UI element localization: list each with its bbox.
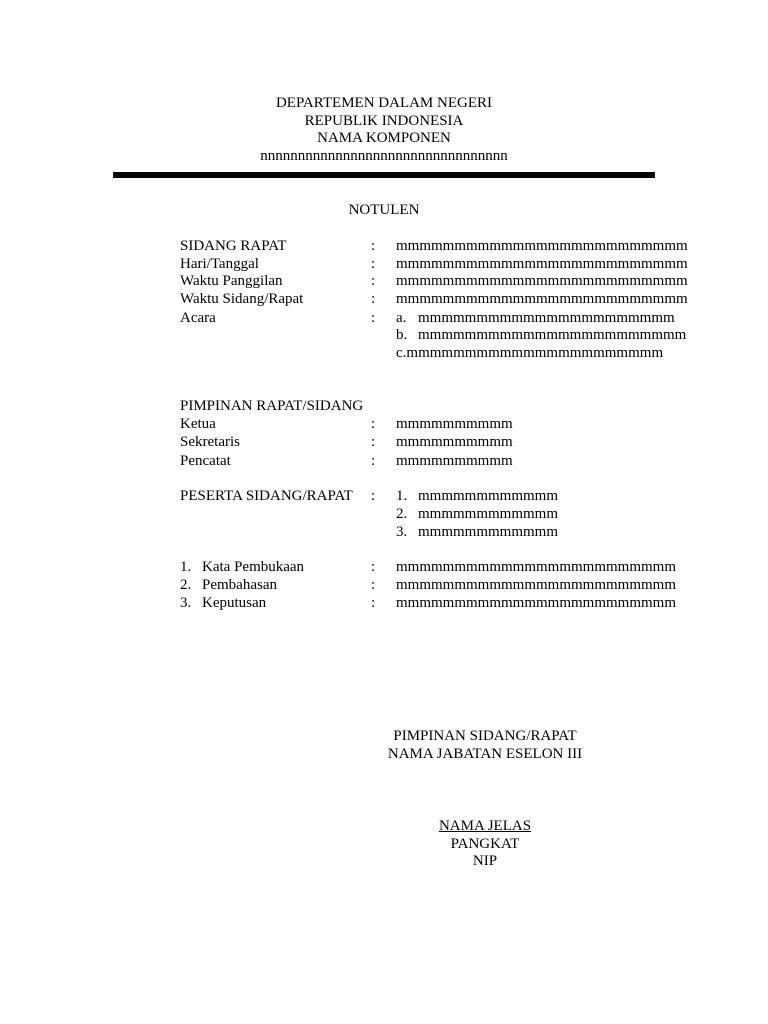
participant-item: [396, 487, 558, 505]
role-label: Pencatat: [180, 453, 231, 469]
role-label: Sekretaris: [180, 434, 240, 450]
header-component: NAMA KOMPONEN: [317, 130, 451, 146]
list-marker: a.: [396, 310, 407, 326]
signature-name: [360, 817, 610, 835]
agenda-item: [396, 326, 686, 344]
minutes-title: Keputusan: [202, 595, 267, 611]
info-label: Waktu Sidang/Rapat: [180, 291, 304, 307]
info-value: mmmmmmmmmmmmmmmmmmmmmmmmm: [396, 256, 688, 272]
participant-item: [396, 523, 558, 541]
minutes-value: mmmmmmmmmmmmmmmmmmmmmmmm: [396, 595, 677, 611]
minutes-title: Kata Pembukaan: [202, 559, 305, 575]
role-value: mmmmmmmmmm: [396, 434, 513, 450]
info-label: SIDANG RAPAT: [180, 238, 287, 254]
list-marker: b.: [396, 327, 408, 343]
signature-name-text: NAMA JELAS: [438, 818, 532, 834]
document-title: NOTULEN: [348, 202, 420, 218]
signature-nip: NIP: [472, 853, 498, 869]
header-department: DEPARTEMEN DALAM NEGERI: [275, 95, 493, 111]
info-label: Waktu Panggilan: [180, 273, 283, 289]
info-value: mmmmmmmmmmmmmmmmmmmmmmmmm: [396, 238, 688, 254]
colon: :: [371, 453, 376, 469]
agenda-value: mmmmmmmmmmmmmmmmmmmmmm: [418, 310, 675, 326]
colon: :: [371, 559, 376, 575]
info-value: mmmmmmmmmmmmmmmmmmmmmmmmm: [396, 291, 688, 307]
info-label: Acara: [180, 310, 216, 326]
agenda-item: [396, 344, 663, 362]
info-label: Hari/Tanggal: [180, 256, 259, 272]
list-marker: 1.: [396, 488, 408, 504]
role-value: mmmmmmmmmm: [396, 416, 513, 432]
colon: :: [371, 595, 376, 611]
section-heading: PIMPINAN RAPAT/SIDANG: [180, 398, 364, 414]
colon: :: [371, 273, 376, 289]
role-label: Ketua: [180, 416, 216, 432]
participant-value: mmmmmmmmmmmm: [418, 506, 559, 522]
colon: :: [371, 488, 376, 504]
participant-value: mmmmmmmmmmmm: [418, 524, 559, 540]
list-marker: 2.: [180, 577, 192, 593]
header-republic: REPUBLIK INDONESIA: [304, 113, 464, 129]
colon: :: [371, 434, 376, 450]
agenda-value: mmmmmmmmmmmmmmmmmmmmmm: [406, 345, 664, 361]
minutes-label: [180, 558, 304, 576]
list-marker: 2.: [396, 506, 408, 522]
colon: :: [371, 310, 376, 326]
minutes-title: Pembahasan: [202, 577, 277, 593]
minutes-value: mmmmmmmmmmmmmmmmmmmmmmmm: [396, 559, 677, 575]
header-address: nnnnnnnnnnnnnnnnnnnnnnnnnnnnnnnnn: [260, 148, 508, 164]
colon: :: [371, 577, 376, 593]
list-marker: 3.: [180, 595, 192, 611]
colon: :: [371, 256, 376, 272]
minutes-label: [180, 594, 266, 612]
participant-value: mmmmmmmmmmmm: [418, 488, 559, 504]
colon: :: [371, 238, 376, 254]
agenda-value: mmmmmmmmmmmmmmmmmmmmmmm: [418, 327, 687, 343]
list-marker: c.: [396, 345, 407, 361]
signature-title: PIMPINAN SIDANG/RAPAT: [393, 728, 577, 744]
signature-rank: PANGKAT: [450, 836, 520, 852]
list-marker: 1.: [180, 559, 192, 575]
agenda-item: [396, 309, 675, 327]
section-heading: PESERTA SIDANG/RAPAT: [180, 488, 353, 504]
minutes-value: mmmmmmmmmmmmmmmmmmmmmmmm: [396, 577, 677, 593]
role-value: mmmmmmmmmm: [396, 453, 513, 469]
header-divider: [113, 172, 655, 178]
info-value: mmmmmmmmmmmmmmmmmmmmmmmmm: [396, 273, 688, 289]
participant-item: [396, 505, 558, 523]
list-marker: 3.: [396, 524, 408, 540]
colon: :: [371, 416, 376, 432]
colon: :: [371, 291, 376, 307]
signature-position: NAMA JABATAN ESELON III: [387, 746, 583, 762]
minutes-label: [180, 576, 277, 594]
